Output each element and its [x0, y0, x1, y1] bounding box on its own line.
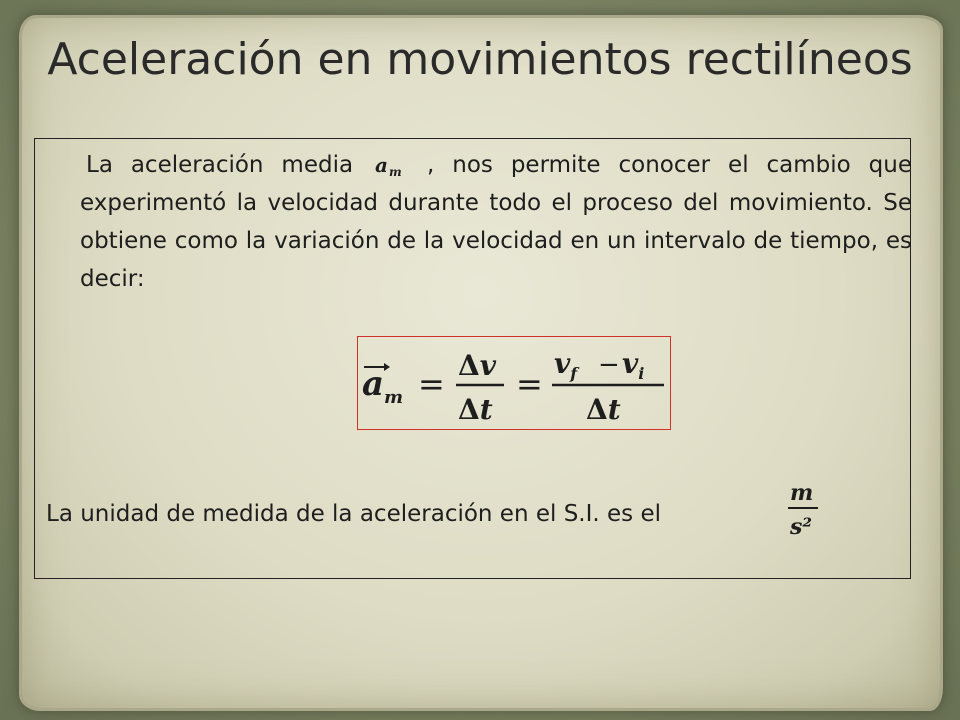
formula-lhs-a: a	[362, 364, 385, 404]
average-acceleration-symbol	[373, 154, 425, 178]
fraction2-numerator-vf: $v_f$	[554, 347, 578, 383]
fraction2-minus: −	[598, 350, 620, 380]
formula-lhs-subscript: m	[384, 387, 404, 408]
unit-sentence: La unidad de medida de la aceleración en el S.I. es el	[46, 501, 662, 527]
svg-text:m: m	[389, 165, 402, 178]
paragraph-body-text: , nos permite conocer el cambio que experimentó la velocidad durante todo el proceso del movimiento. Se obtiene como la variación de la velocidad en un intervalo de tiempo, es decir:	[80, 152, 912, 292]
paragraph-lead-text: La aceleración media	[86, 152, 372, 178]
fraction1-numerator: Δv	[458, 349, 497, 382]
svg-text:a: a	[375, 154, 388, 177]
vector-arrowhead-icon	[384, 363, 390, 371]
definition-paragraph	[80, 146, 912, 298]
acceleration-formula	[357, 336, 671, 430]
slide-title: Aceleración en movimientos rectilíneos	[47, 34, 913, 85]
fraction1-denominator: Δt	[458, 393, 493, 426]
formula-equals-2: =	[516, 365, 543, 403]
si-unit-fraction	[784, 478, 826, 540]
fraction2-denominator: Δt	[586, 393, 621, 426]
unit-numerator: m	[790, 480, 814, 506]
formula-graphic	[358, 337, 672, 431]
unit-denominator: s²	[790, 514, 813, 540]
formula-equals-1: =	[418, 365, 445, 403]
fraction2-numerator-vi: $v_i$	[622, 347, 645, 383]
